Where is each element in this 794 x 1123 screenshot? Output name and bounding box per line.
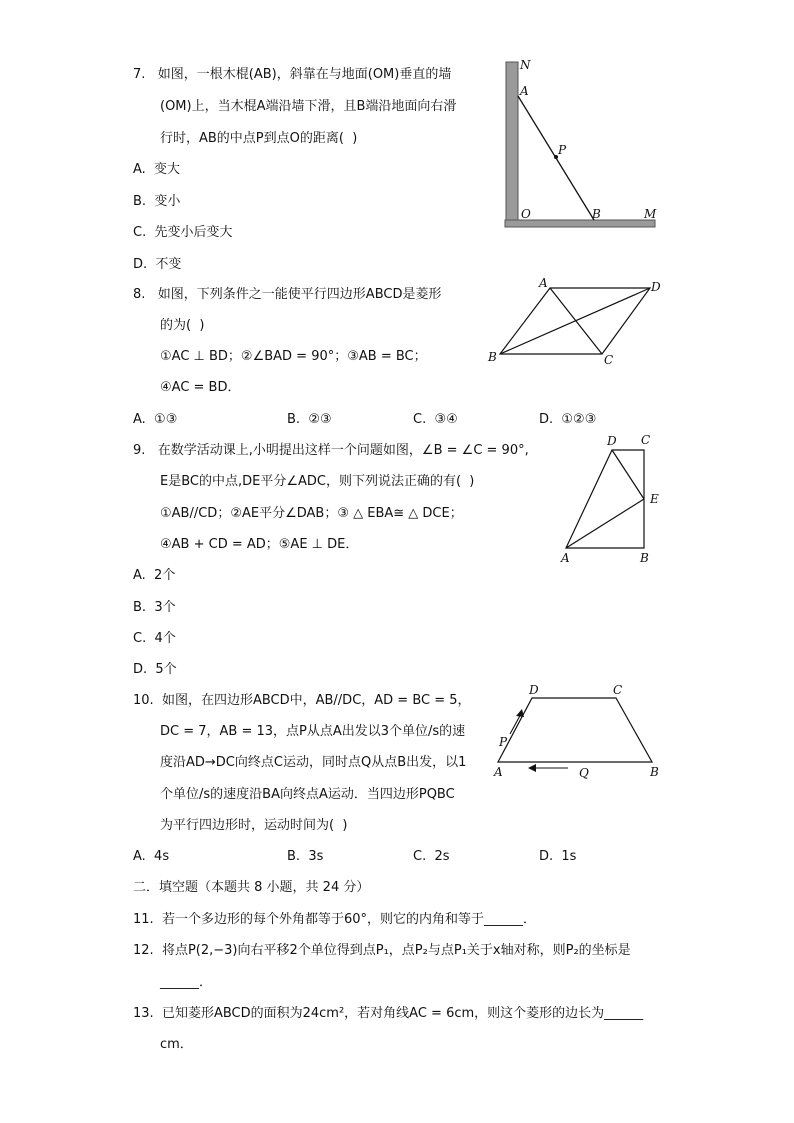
q10-option-c[interactable]: C. 2s [413, 849, 450, 864]
q13-line-1: 13. 已知菱形ABCD的面积为24cm²，若对角线AC = 6cm，则这个菱形的边长为______ [133, 1006, 644, 1021]
q8-option-d[interactable]: D. ①②③ [539, 412, 597, 427]
q10-option-d[interactable]: D. 1s [539, 849, 577, 864]
q12-line-1: 12. 将点P(2,−3)向右平移2个单位得到点P₁，点P₂与点P₁关于x轴对称，则P₂的坐标是 [133, 943, 631, 958]
q7-figure [500, 56, 660, 231]
q10-label-p: P [499, 735, 508, 749]
q9-label-b: B [640, 551, 649, 565]
q10-label-q: Q [579, 766, 589, 780]
q8-diagonal-bd [500, 288, 650, 354]
q8-label-d: D [651, 280, 661, 294]
q8-option-c[interactable]: C. ③④ [413, 412, 458, 427]
q10-line-2: DC = 7，AB = 13，点P从点A出发以3个单位/s的速 [160, 724, 466, 739]
q7-ground [505, 220, 655, 227]
q8-option-b[interactable]: B. ②③ [287, 412, 332, 427]
q7-line-2: (OM)上，当木棍A端沿墙下滑，且B端沿地面向右滑 [160, 99, 457, 114]
q7-label-b: B [592, 207, 601, 221]
q7-option-c[interactable]: C. 先变小后变大 [133, 225, 233, 240]
q8-line-4: ④AC = BD． [160, 380, 241, 395]
q9-option-b[interactable]: B. 3个 [133, 600, 176, 615]
q8-option-a[interactable]: A. ①③ [133, 412, 178, 427]
q7-label-p: P [558, 143, 567, 157]
q10-trapezoid [498, 698, 652, 762]
q10-arrowhead-q [528, 764, 536, 772]
q9-line-1: 9. 在数学活动课上,小明提出这样一个问题如图，∠B = ∠C = 90°, [133, 443, 529, 458]
q10-label-a: A [494, 765, 503, 779]
q9-label-a: A [561, 551, 570, 565]
q7-label-a: A [520, 84, 529, 98]
q10-line-4: 个单位/s的速度沿BA向终点A运动．当四边形PQBC [160, 787, 455, 802]
q7-option-a[interactable]: A. 变大 [133, 162, 181, 177]
q9-segment-de [612, 450, 644, 499]
q9-line-3: ①AB//CD；②AE平分∠DAB；③ △ EBA≅ △ DCE； [160, 506, 463, 521]
q8-line-2: 的为( ) [160, 318, 205, 333]
q8-label-c: C [604, 353, 614, 367]
q7-line-1: 7. 如图，一根木棍(AB)，斜靠在与地面(OM)垂直的墙 [133, 67, 452, 82]
q11-line-1: 11. 若一个多边形的每个外角都等于60°，则它的内角和等于______． [133, 912, 536, 927]
q7-option-b[interactable]: B. 变小 [133, 194, 181, 209]
q9-quadrilateral [566, 450, 644, 548]
q9-line-2: E是BC的中点,DE平分∠ADC，则下列说法正确的有( ) [160, 474, 475, 489]
q10-arrowhead-p [516, 709, 524, 717]
q10-line-5: 为平行四边形时，运动时间为( ) [160, 818, 348, 833]
q7-label-m: M [644, 207, 657, 221]
q10-option-b[interactable]: B. 3s [287, 849, 324, 864]
q9-option-a[interactable]: A. 2个 [133, 568, 176, 583]
q7-line-3: 行时，AB的中点P到点O的距离( ) [160, 131, 358, 146]
q9-label-d: D [607, 434, 617, 448]
q10-label-b: B [650, 765, 659, 779]
q10-line-1: 10. 如图，在四边形ABCD中，AB//DC，AD = BC = 5， [133, 693, 471, 708]
q10-label-d: D [529, 683, 539, 697]
q10-label-c: C [613, 683, 623, 697]
q7-wall [506, 62, 518, 220]
q12-line-2: ______． [160, 975, 213, 990]
q8-label-a: A [539, 276, 548, 290]
q7-label-n: N [520, 58, 531, 72]
q9-option-d[interactable]: D. 5个 [133, 662, 177, 677]
q10-option-a[interactable]: A. 4s [133, 849, 170, 864]
q8-line-1: 8. 如图，下列条件之一能使平行四边形ABCD是菱形 [133, 287, 442, 302]
q9-figure [556, 432, 666, 567]
q13-line-2: cm． [160, 1037, 193, 1052]
q9-label-c: C [641, 433, 651, 447]
section-2-title: 二．填空题（本题共 8 小题，共 24 分） [133, 880, 370, 895]
q7-option-d[interactable]: D. 不变 [133, 257, 182, 272]
q9-option-c[interactable]: C. 4个 [133, 631, 176, 646]
q7-label-o: O [521, 207, 531, 221]
q9-line-4: ④AB + CD = AD；⑤AE ⊥ DE． [160, 537, 359, 552]
q10-figure [492, 680, 667, 780]
q8-figure [484, 276, 664, 371]
q10-line-3: 度沿AD→DC向终点C运动，同时点Q从点B出发，以1 [160, 755, 467, 770]
q8-line-3: ①AC ⊥ BD；②∠BAD = 90°；③AB = BC； [160, 349, 427, 364]
q9-label-e: E [650, 492, 659, 506]
q8-label-b: B [488, 350, 497, 364]
